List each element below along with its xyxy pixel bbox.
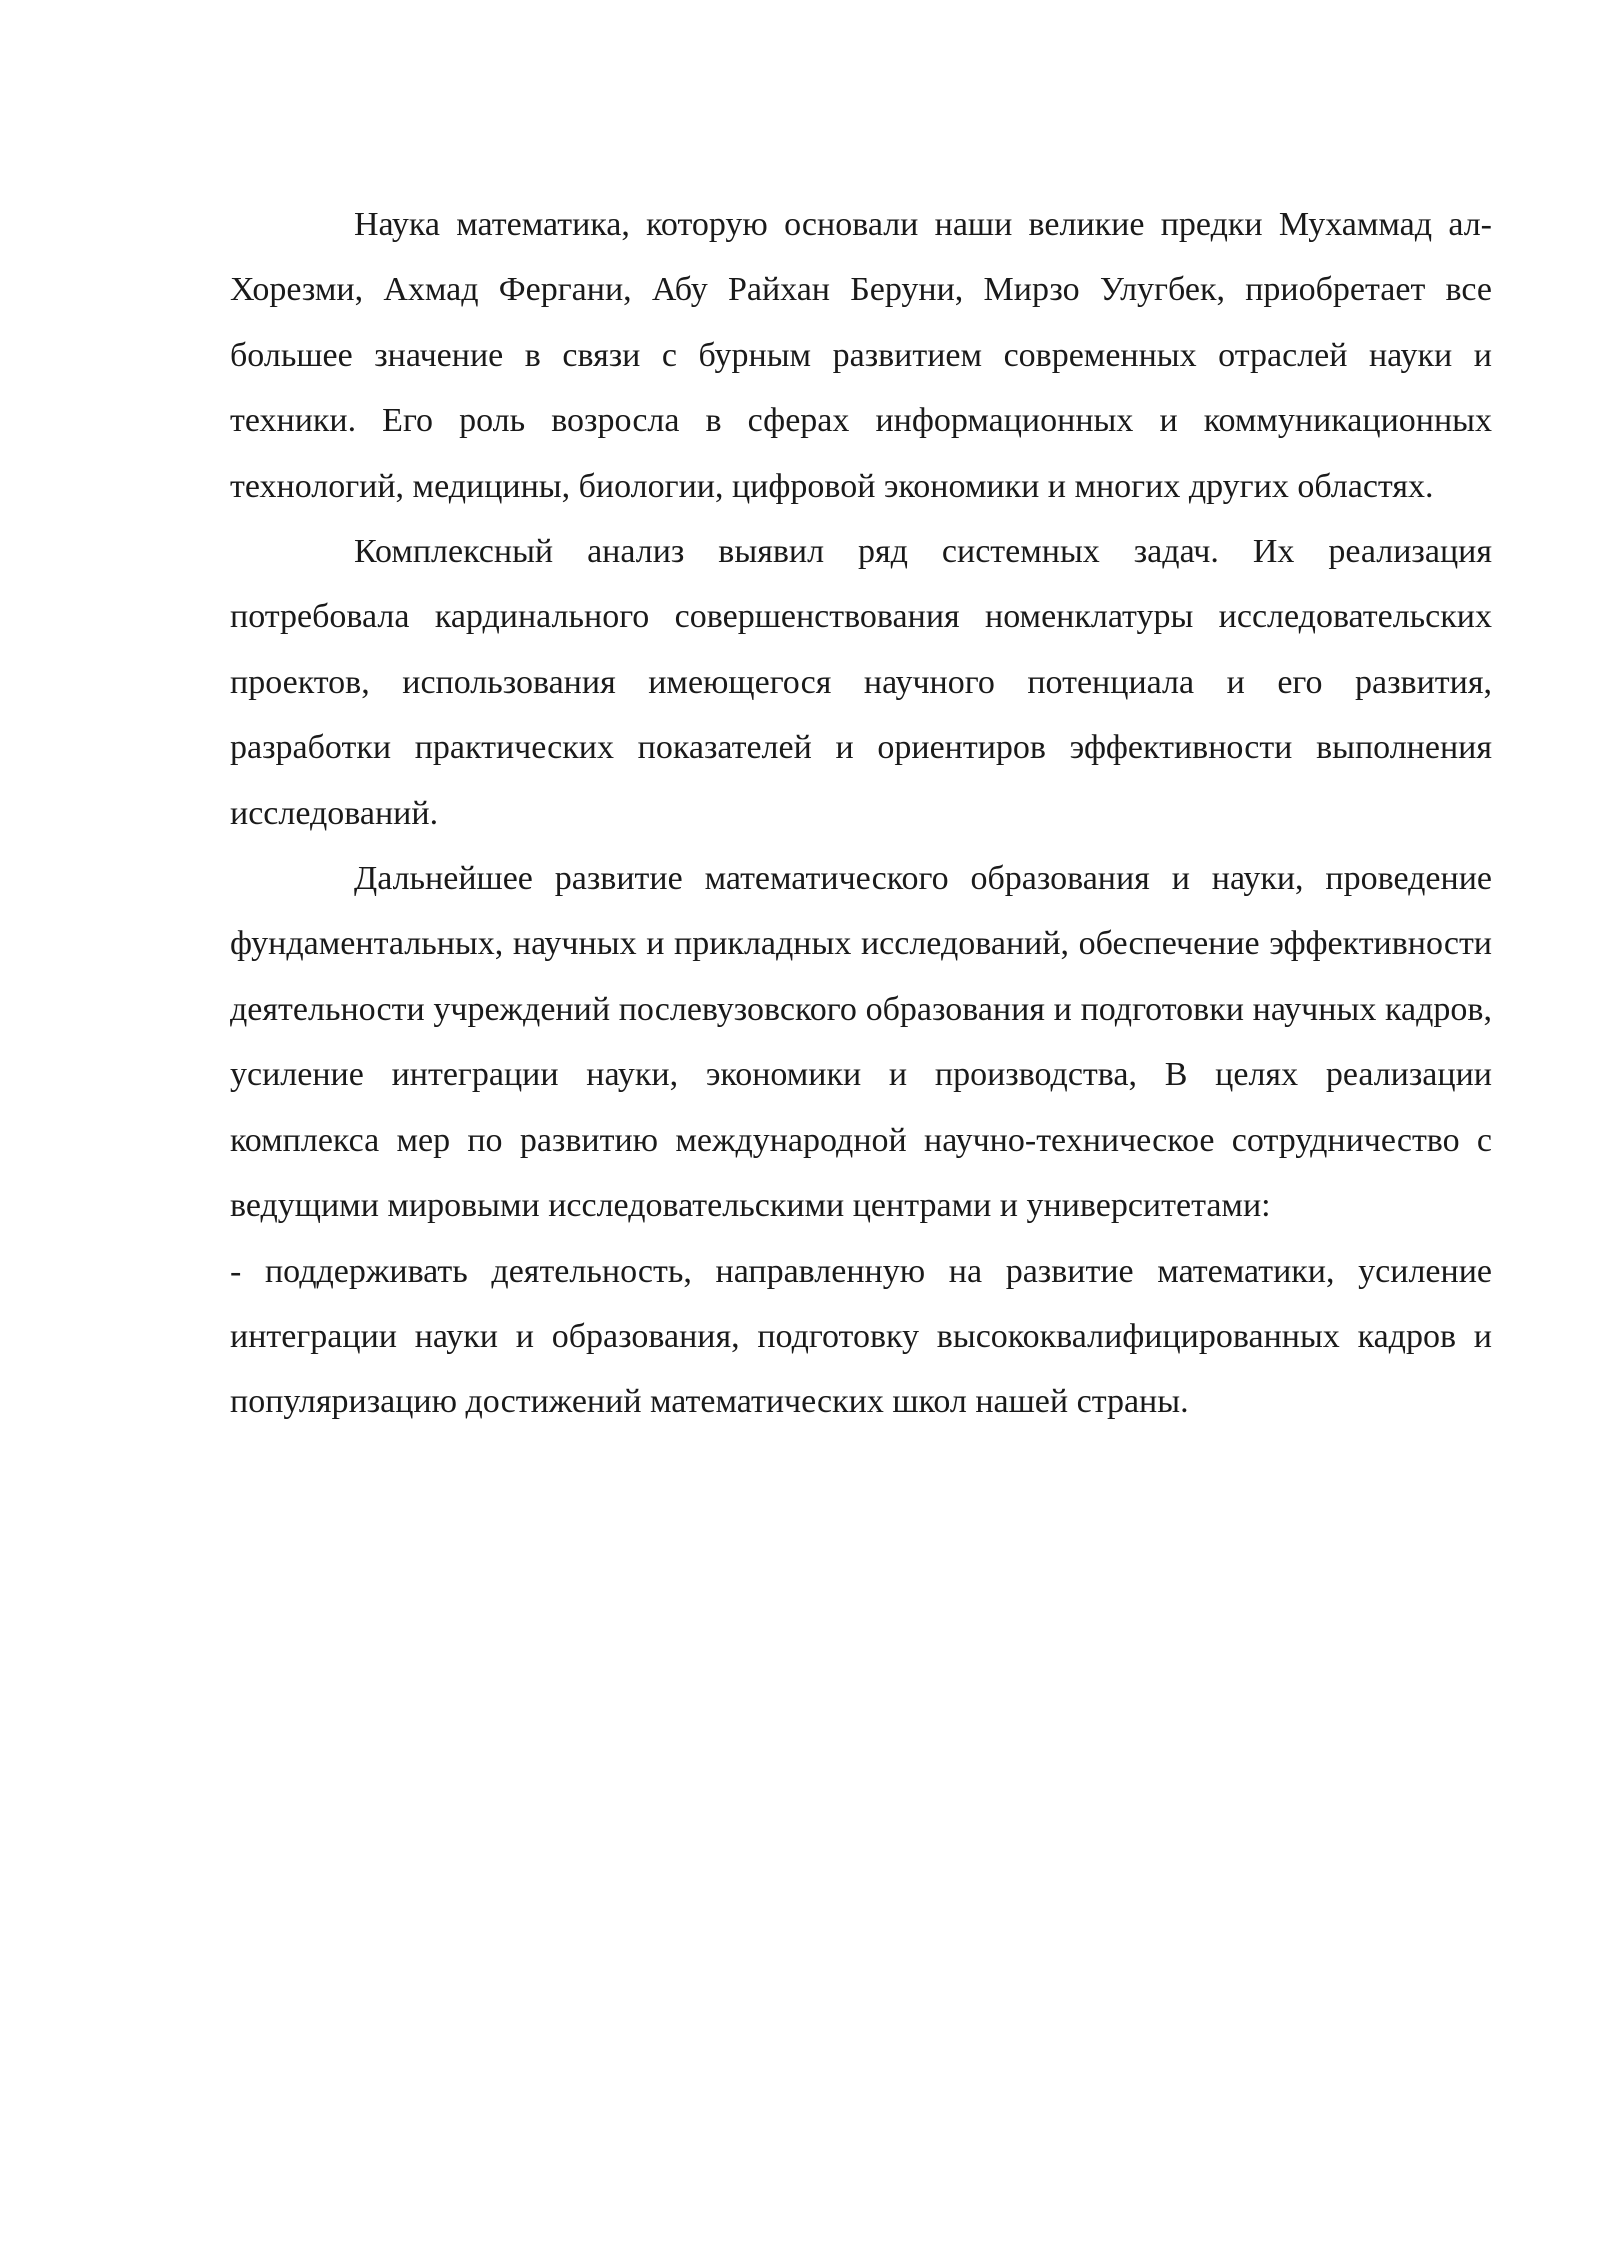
document-body (230, 192, 1492, 1435)
paragraph-1: Наука математика, которую основали наши великие предки Мухаммад ал-Хорезми, Ахмад Фергани, Абу Райхан Беруни, Мирзо Улугбек, приобретает все большее значение в связи с бурным развитием современных отраслей науки и техники. Его роль возросла в сферах информационных и коммуникационных технологий, медицины, биологии, цифровой экономики и многих других областях. (230, 206, 1492, 505)
paragraph-4-list-item: - поддерживать деятельность, направленную на развитие математики, усиление интеграции науки и образования, подготовку высококвалифицированных кадров и популяризацию достижений математических школ нашей страны. (230, 1252, 1492, 1421)
paragraph-2: Комплексный анализ выявил ряд системных задач. Их реализация потребовала кардинального совершенствования номенклатуры исследовательских проектов, использования имеющегося научного потенциала и его развития, разработки практических показателей и ориентиров эффективности выполнения исследований. (230, 533, 1492, 832)
paragraph-3: Дальнейшее развитие математического образования и науки, проведение фундаментальных, научных и прикладных исследований, обеспечение эффективности деятельности учреждений послевузовского образования и подготовки научных кадров, усиление интеграции науки, экономики и производства, В целях реализации комплекса мер по развитию международной научно-техническое сотрудничество с ведущими мировыми исследовательскими центрами и университетами: (230, 860, 1492, 1225)
